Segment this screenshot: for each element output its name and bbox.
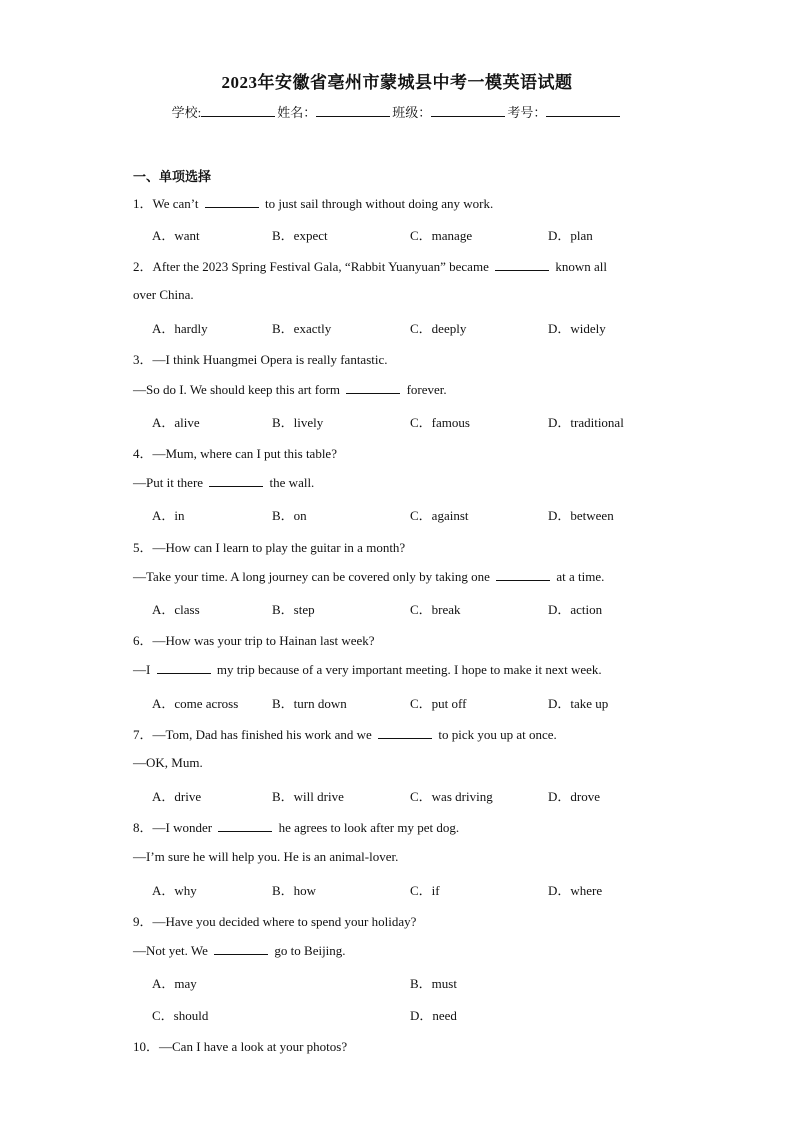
option-b: B．will drive [272,789,344,804]
question-4-stem-cont: —Put it there the wall. [133,475,315,490]
option-c: C．was driving [410,789,493,804]
question-4-stem: 4．—Mum, where can I put this table? [133,446,337,461]
answer-blank [157,661,211,674]
option-b: B．how [272,883,317,898]
option-b: B．step [272,602,315,617]
question-2-stem: 2．After the 2023 Spring Festival Gala, “Rabbit Yuanyuan” became known all [133,259,607,274]
question-6-stem-cont: —I my trip because of a very important meeting. I hope to make it next week. [133,662,602,677]
option-c: C．against [410,508,469,523]
question-5-stem-cont: —Take your time. A long journey can be covered only by taking one at a time. [133,569,605,584]
answer-blank [214,942,268,955]
option-a: A．drive [152,789,202,804]
number-field[interactable] [546,104,620,117]
question-2-stem-cont: over China. [133,287,194,302]
option-d: D．between [548,508,614,523]
answer-blank [378,726,432,739]
question-1-stem: 1．We can’t to just sail through without doing any work. [133,196,494,211]
option-d: D．take up [548,696,609,711]
section-title: 一、单项选择 [133,169,212,184]
school-field[interactable] [201,104,275,117]
option-a: A．why [152,883,197,898]
name-field[interactable] [316,104,390,117]
answer-blank [346,381,400,394]
answer-blank [205,195,259,208]
question-10-stem: 10．—Can I have a look at your photos? [133,1039,348,1054]
name-label: 姓名： [277,105,317,120]
option-d: D．action [548,602,603,617]
option-d: D．where [548,883,603,898]
option-c: C．deeply [410,321,467,336]
option-a: A．come across [152,696,239,711]
option-a: A．in [152,508,185,523]
answer-blank [496,568,550,581]
option-d: D．traditional [548,415,624,430]
class-label: 班级： [392,105,432,120]
option-d: D．need [410,1008,457,1023]
option-c: C．should [152,1008,209,1023]
answer-blank [209,474,263,487]
option-d: D．drove [548,789,600,804]
number-label: 考号： [507,105,547,120]
class-field[interactable] [431,104,505,117]
option-c: C．manage [410,228,473,243]
answer-blank [218,819,272,832]
question-8-stem: 8．—I wonder he agrees to look after my pet dog. [133,820,460,835]
option-c: C．break [410,602,461,617]
question-8-stem-cont: —I’m sure he will help you. He is an animal-lover. [133,849,399,864]
question-7-stem-cont: —OK, Mum. [133,755,203,770]
question-9-stem-cont: —Not yet. We go to Beijing. [133,943,346,958]
option-b: B．expect [272,228,328,243]
option-b: B．exactly [272,321,332,336]
question-6-stem: 6．—How was your trip to Hainan last week? [133,633,375,648]
school-label: 学校: [171,105,202,120]
option-a: A．class [152,602,200,617]
option-b: B．turn down [272,696,347,711]
option-c: C．if [410,883,440,898]
option-d: D．plan [548,228,593,243]
question-9-stem: 9．—Have you decided where to spend your holiday? [133,914,417,929]
option-b: B．lively [272,415,324,430]
page-title: 2023年安徽省亳州市蒙城县中考一模英语试题 [221,73,573,92]
option-b: B．must [410,976,457,991]
question-7-stem: 7．—Tom, Dad has finished his work and we to pick you up at once. [133,727,557,742]
option-b: B．on [272,508,307,523]
question-5-stem: 5．—How can I learn to play the guitar in a month? [133,540,406,555]
student-info-row [0,102,794,121]
option-a: A．hardly [152,321,208,336]
option-d: D．widely [548,321,606,336]
option-a: A．alive [152,415,200,430]
answer-blank [495,258,549,271]
question-3-stem-cont: —So do I. We should keep this art form forever. [133,382,447,397]
option-c: C．put off [410,696,467,711]
option-a: A．may [152,976,197,991]
option-c: C．famous [410,415,470,430]
question-3-stem: 3．—I think Huangmei Opera is really fantastic. [133,352,388,367]
option-a: A．want [152,228,200,243]
